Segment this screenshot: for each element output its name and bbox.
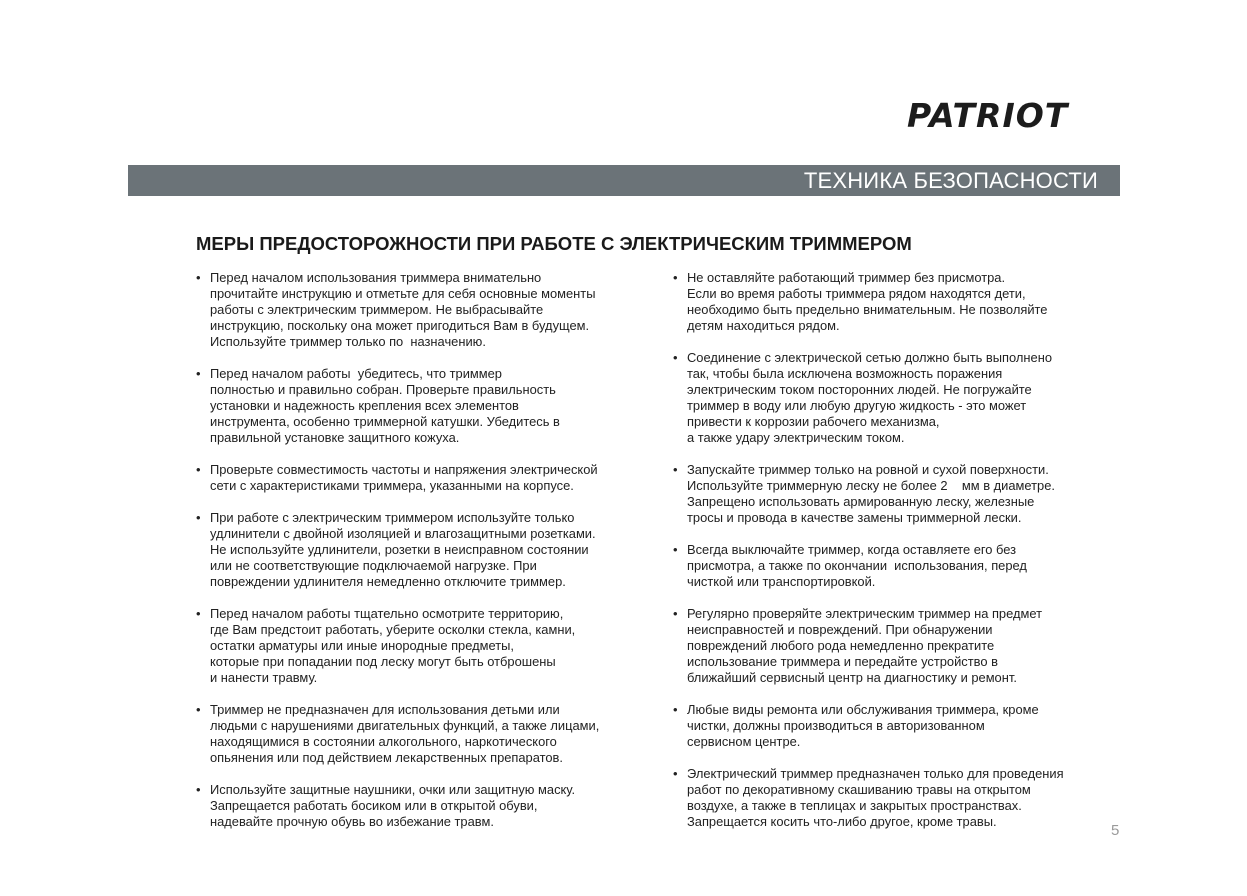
rule-text-line: работ по декоративному скашиванию травы на открытом bbox=[687, 782, 1031, 797]
rule-text-line: электрическим током посторонних людей. Не погружайте bbox=[687, 382, 1032, 397]
rule-text-line: тросы и провода в качестве замены триммерной лески. bbox=[687, 510, 1022, 525]
rule-text-line: необходимо быть предельно внимательным. Не позволяйте bbox=[687, 302, 1048, 317]
rule-text-line: полностью и правильно собран. Проверьте правильность bbox=[210, 382, 556, 397]
rule-text-line: чистки, должны производиться в авторизованном bbox=[687, 718, 985, 733]
rule-text-line: чисткой или транспортировкой. bbox=[687, 574, 876, 589]
rule-text-line: опьянения или под действием лекарственных препаратов. bbox=[210, 750, 563, 765]
rule-text-line: • При работе с электрическим триммером используйте только bbox=[210, 510, 575, 525]
safety-rule-item bbox=[196, 606, 646, 686]
rule-text-line: триммер в воду или любую другую жидкость - это может bbox=[687, 398, 1027, 413]
rule-text-line: • Триммер не предназначен для использования детьми или bbox=[210, 702, 560, 717]
rule-text-line: воздухе, а также в теплицах и закрытых пространствах. bbox=[687, 798, 1022, 813]
safety-rule-item bbox=[673, 542, 1123, 590]
section-title: ТЕХНИКА БЕЗОПАСНОСТИ bbox=[803, 168, 1098, 193]
rule-text-line: остатки арматуры или иные инородные предметы, bbox=[210, 638, 514, 653]
safety-rule-item bbox=[673, 270, 1123, 334]
safety-rule-item bbox=[196, 782, 646, 830]
rule-text-line: детям находиться рядом. bbox=[687, 318, 840, 333]
patriot-logo bbox=[905, 96, 1095, 136]
rule-text-line: Запрещается работать босиком или в открытой обуви, bbox=[210, 798, 538, 813]
safety-rule-item bbox=[196, 270, 646, 350]
rule-text-line: Запрещено использовать армированную леску, железные bbox=[687, 494, 1035, 509]
rule-text-line: • Перед началом работы убедитесь, что триммер bbox=[210, 366, 502, 381]
rule-text-line: людьми с нарушениями двигательных функций, а также лицами, bbox=[210, 718, 600, 733]
rule-text-line: • Перед началом использования триммера внимательно bbox=[210, 270, 542, 285]
rule-text-line: присмотра, а также по окончании использования, перед bbox=[687, 558, 1027, 573]
rule-text-line: правильной установке защитного кожуха. bbox=[210, 430, 460, 445]
rule-text-line: повреждении удлинителя немедленно отключите триммер. bbox=[210, 574, 566, 589]
section-header-bar bbox=[128, 165, 1120, 196]
rule-text-line: надевайте прочную обувь во избежание травм. bbox=[210, 814, 494, 829]
page-number: 5 bbox=[1111, 822, 1120, 839]
safety-rule-item bbox=[196, 462, 646, 494]
rule-text-line: • Проверьте совместимость частоты и напряжения электрической bbox=[210, 462, 598, 477]
rule-text-line: • Соединение с электрической сетью должно быть выполнено bbox=[687, 350, 1052, 365]
rule-text-line: работы с электрическим триммером. Не выбрасывайте bbox=[210, 302, 544, 317]
rule-text-line: и нанести травму. bbox=[210, 670, 318, 685]
patriot-logo-text: PATRIOT bbox=[907, 96, 1069, 135]
rule-text-line: Используйте триммерную леску не более 2 мм в диаметре. bbox=[687, 478, 1055, 493]
rule-text-line: которые при попадании под леску могут быть отброшены bbox=[210, 654, 556, 669]
rule-text-line: сервисном центре. bbox=[687, 734, 801, 749]
safety-rule-item bbox=[673, 702, 1123, 750]
rule-text-line: Запрещается косить что-либо другое, кроме травы. bbox=[687, 814, 997, 829]
rule-text-line: так, чтобы была исключена возможность поражения bbox=[687, 366, 1003, 381]
rule-text-line: Не используйте удлинители, розетки в неисправном состоянии bbox=[210, 542, 589, 557]
rule-text-line: неисправностей и повреждений. При обнаружении bbox=[687, 622, 993, 637]
safety-rule-item bbox=[673, 766, 1123, 830]
right-column-list bbox=[673, 270, 1123, 830]
safety-rule-item bbox=[673, 350, 1123, 446]
rule-text-line: повреждений любого рода немедленно прекратите bbox=[687, 638, 995, 653]
page-heading: МЕРЫ ПРЕДОСТОРОЖНОСТИ ПРИ РАБОТЕ С ЭЛЕКТРИЧЕСКИМ ТРИММЕРОМ bbox=[196, 233, 912, 254]
rule-text-line: • Запускайте триммер только на ровной и сухой поверхности. bbox=[687, 462, 1049, 477]
safety-rule-item bbox=[673, 462, 1123, 526]
safety-rule-item bbox=[196, 366, 646, 446]
rule-text-line: • Всегда выключайте триммер, когда оставляете его без bbox=[687, 542, 1017, 557]
rule-text-line: • Перед началом работы тщательно осмотрите территорию, bbox=[210, 606, 564, 621]
rule-text-line: Если во время работы триммера рядом находятся дети, bbox=[687, 286, 1026, 301]
rule-text-line: прочитайте инструкцию и отметьте для себя основные моменты bbox=[210, 286, 596, 301]
safety-rule-item bbox=[196, 702, 646, 766]
rule-text-line: находящимися в состоянии алкогольного, наркотического bbox=[210, 734, 557, 749]
rule-text-line: привести к коррозии рабочего механизма, bbox=[687, 414, 940, 429]
rule-text-line: • Не оставляйте работающий триммер без присмотра. bbox=[687, 270, 1006, 285]
safety-rule-item bbox=[196, 510, 646, 590]
rule-text-line: ближайший сервисный центр на диагностику и ремонт. bbox=[687, 670, 1017, 685]
safety-rule-item bbox=[673, 606, 1123, 686]
rule-text-line: или не соответствующие подключаемой нагрузке. При bbox=[210, 558, 537, 573]
rule-text-line: а также удару электрическим током. bbox=[687, 430, 905, 445]
patriot-logo-graphic bbox=[905, 96, 1095, 136]
rule-text-line: установки и надежность крепления всех элементов bbox=[210, 398, 519, 413]
rule-text-line: где Вам предстоит работать, уберите осколки стекла, камни, bbox=[210, 622, 576, 637]
rule-text-line: • Любые виды ремонта или обслуживания триммера, кроме bbox=[687, 702, 1039, 717]
rule-text-line: использование триммера и передайте устройство в bbox=[687, 654, 998, 669]
rule-text-line: Используйте триммер только по назначению. bbox=[210, 334, 486, 349]
left-column-list bbox=[196, 270, 646, 830]
rule-text-line: удлинители с двойной изоляцией и влагозащитными розетками. bbox=[210, 526, 596, 541]
rule-text-line: инструкцию, поскольку она может пригодиться Вам в будущем. bbox=[210, 318, 590, 333]
rule-text-line: сети с характеристиками триммера, указанными на корпусе. bbox=[210, 478, 574, 493]
rule-text-line: • Используйте защитные наушники, очки или защитную маску. bbox=[210, 782, 576, 797]
rule-text-line: • Электрический триммер предназначен только для проведения bbox=[687, 766, 1064, 781]
rule-text-line: • Регулярно проверяйте электрическим триммер на предмет bbox=[687, 606, 1043, 621]
rule-text-line: инструмента, особенно триммерной катушки. Убедитесь в bbox=[210, 414, 560, 429]
